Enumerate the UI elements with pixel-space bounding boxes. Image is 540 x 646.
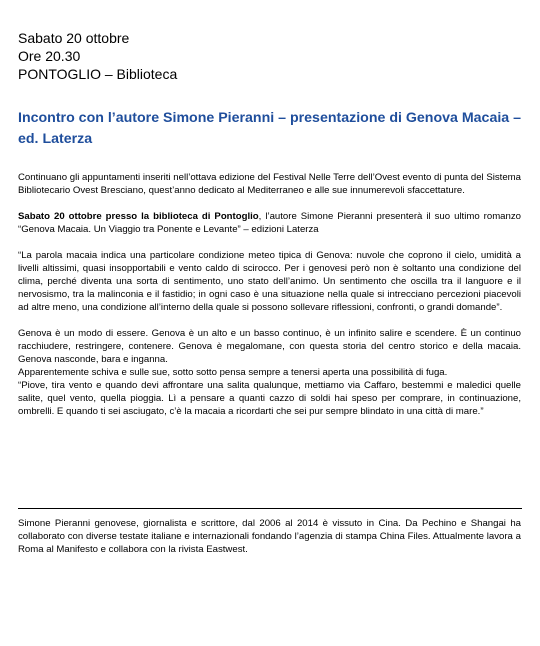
event-date: Sabato 20 ottobre xyxy=(18,30,130,46)
event-title: Incontro con l’autore Simone Pieranni – presentazione di Genova Macaia – ed. Laterza xyxy=(18,110,521,147)
event-rest-text: , l’autore Simone Pieranni presenterà il suo ultimo romanzo “Genova Macaia. Un Viaggio tra Ponente e Levante” – edizioni Laterza xyxy=(18,211,521,235)
quote-macaia: “La parola macaia indica una particolare condizione meteo tipica di Genova: nuvole che coprono il cielo, umidità a livelli altissimi, quasi insopportabili e vento caldo di scirocco. Per i genovesi però non è soltanto una condizione del clima, perché diventa una sorta di sentimento, uno stato dell’animo. Un sentimento che oscilla tra il languore e il nervosismo, tra la malinconia e il fastidio; in ogni caso è una situazione nella quale si intrecciano percezioni piacevoli ad altre meno, una condizione all’interno della quale si possono sollevare riflessioni, confronti, o grandi domande”. xyxy=(18,250,521,313)
event-paragraph xyxy=(18,210,521,236)
event-venue: PONTOGLIO – Biblioteca xyxy=(18,66,178,82)
event-bold-text: Sabato 20 ottobre presso la biblioteca di Pontoglio xyxy=(18,211,259,222)
intro-paragraph: Continuano gli appuntamenti inseriti nell’ottava edizione del Festival Nelle Terre dell’Ovest evento di punta del Sistema Bibliotecario Ovest Bresciano, quest’anno dedicato al Mediterraneo e alle sue innumerevoli sfaccettature. xyxy=(18,172,521,196)
divider xyxy=(18,508,522,509)
apparent-paragraph: Apparentemente schiva e sulle sue, sotto sotto pensa sempre a tenersi aperta una possibilità di fuga. xyxy=(18,367,448,378)
event-description xyxy=(18,171,521,418)
quote-rain: “Piove, tira vento e quando devi affrontare una salita qualunque, mettiamo via Caffaro, bestemmi e maledici quelle salite, quel vento, quella pioggia. Lì a pensare a quanti cazzo di soldi hai speso per comprare, in continuazione, ombrelli. E quando ti sei asciugato, c’è la macaia a ricordarti che sei pur sempre blindato in una città di mare.” xyxy=(18,380,521,417)
author-bio: Simone Pieranni genovese, giornalista e scrittore, dal 2006 al 2014 è vissuto in Cina. Da Pechino e Shangai ha collaborato con diverse testate italiane e internazionali fondando l’agenzia di stampa China Files. Attualmente lavora a Roma al Manifesto e collabora con la rivista Eastwest. xyxy=(18,518,521,555)
genova-paragraph: Genova è un modo di essere. Genova è un alto e un basso continuo, è un infinito salire e scendere. È un continuo racchiudere, restringere, contenere. Genova è megalomane, con questa storia del centro storico e della macaia. Genova nasconde, bara e inganna. xyxy=(18,328,521,365)
event-header xyxy=(18,29,518,83)
event-time: Ore 20.30 xyxy=(18,48,81,64)
